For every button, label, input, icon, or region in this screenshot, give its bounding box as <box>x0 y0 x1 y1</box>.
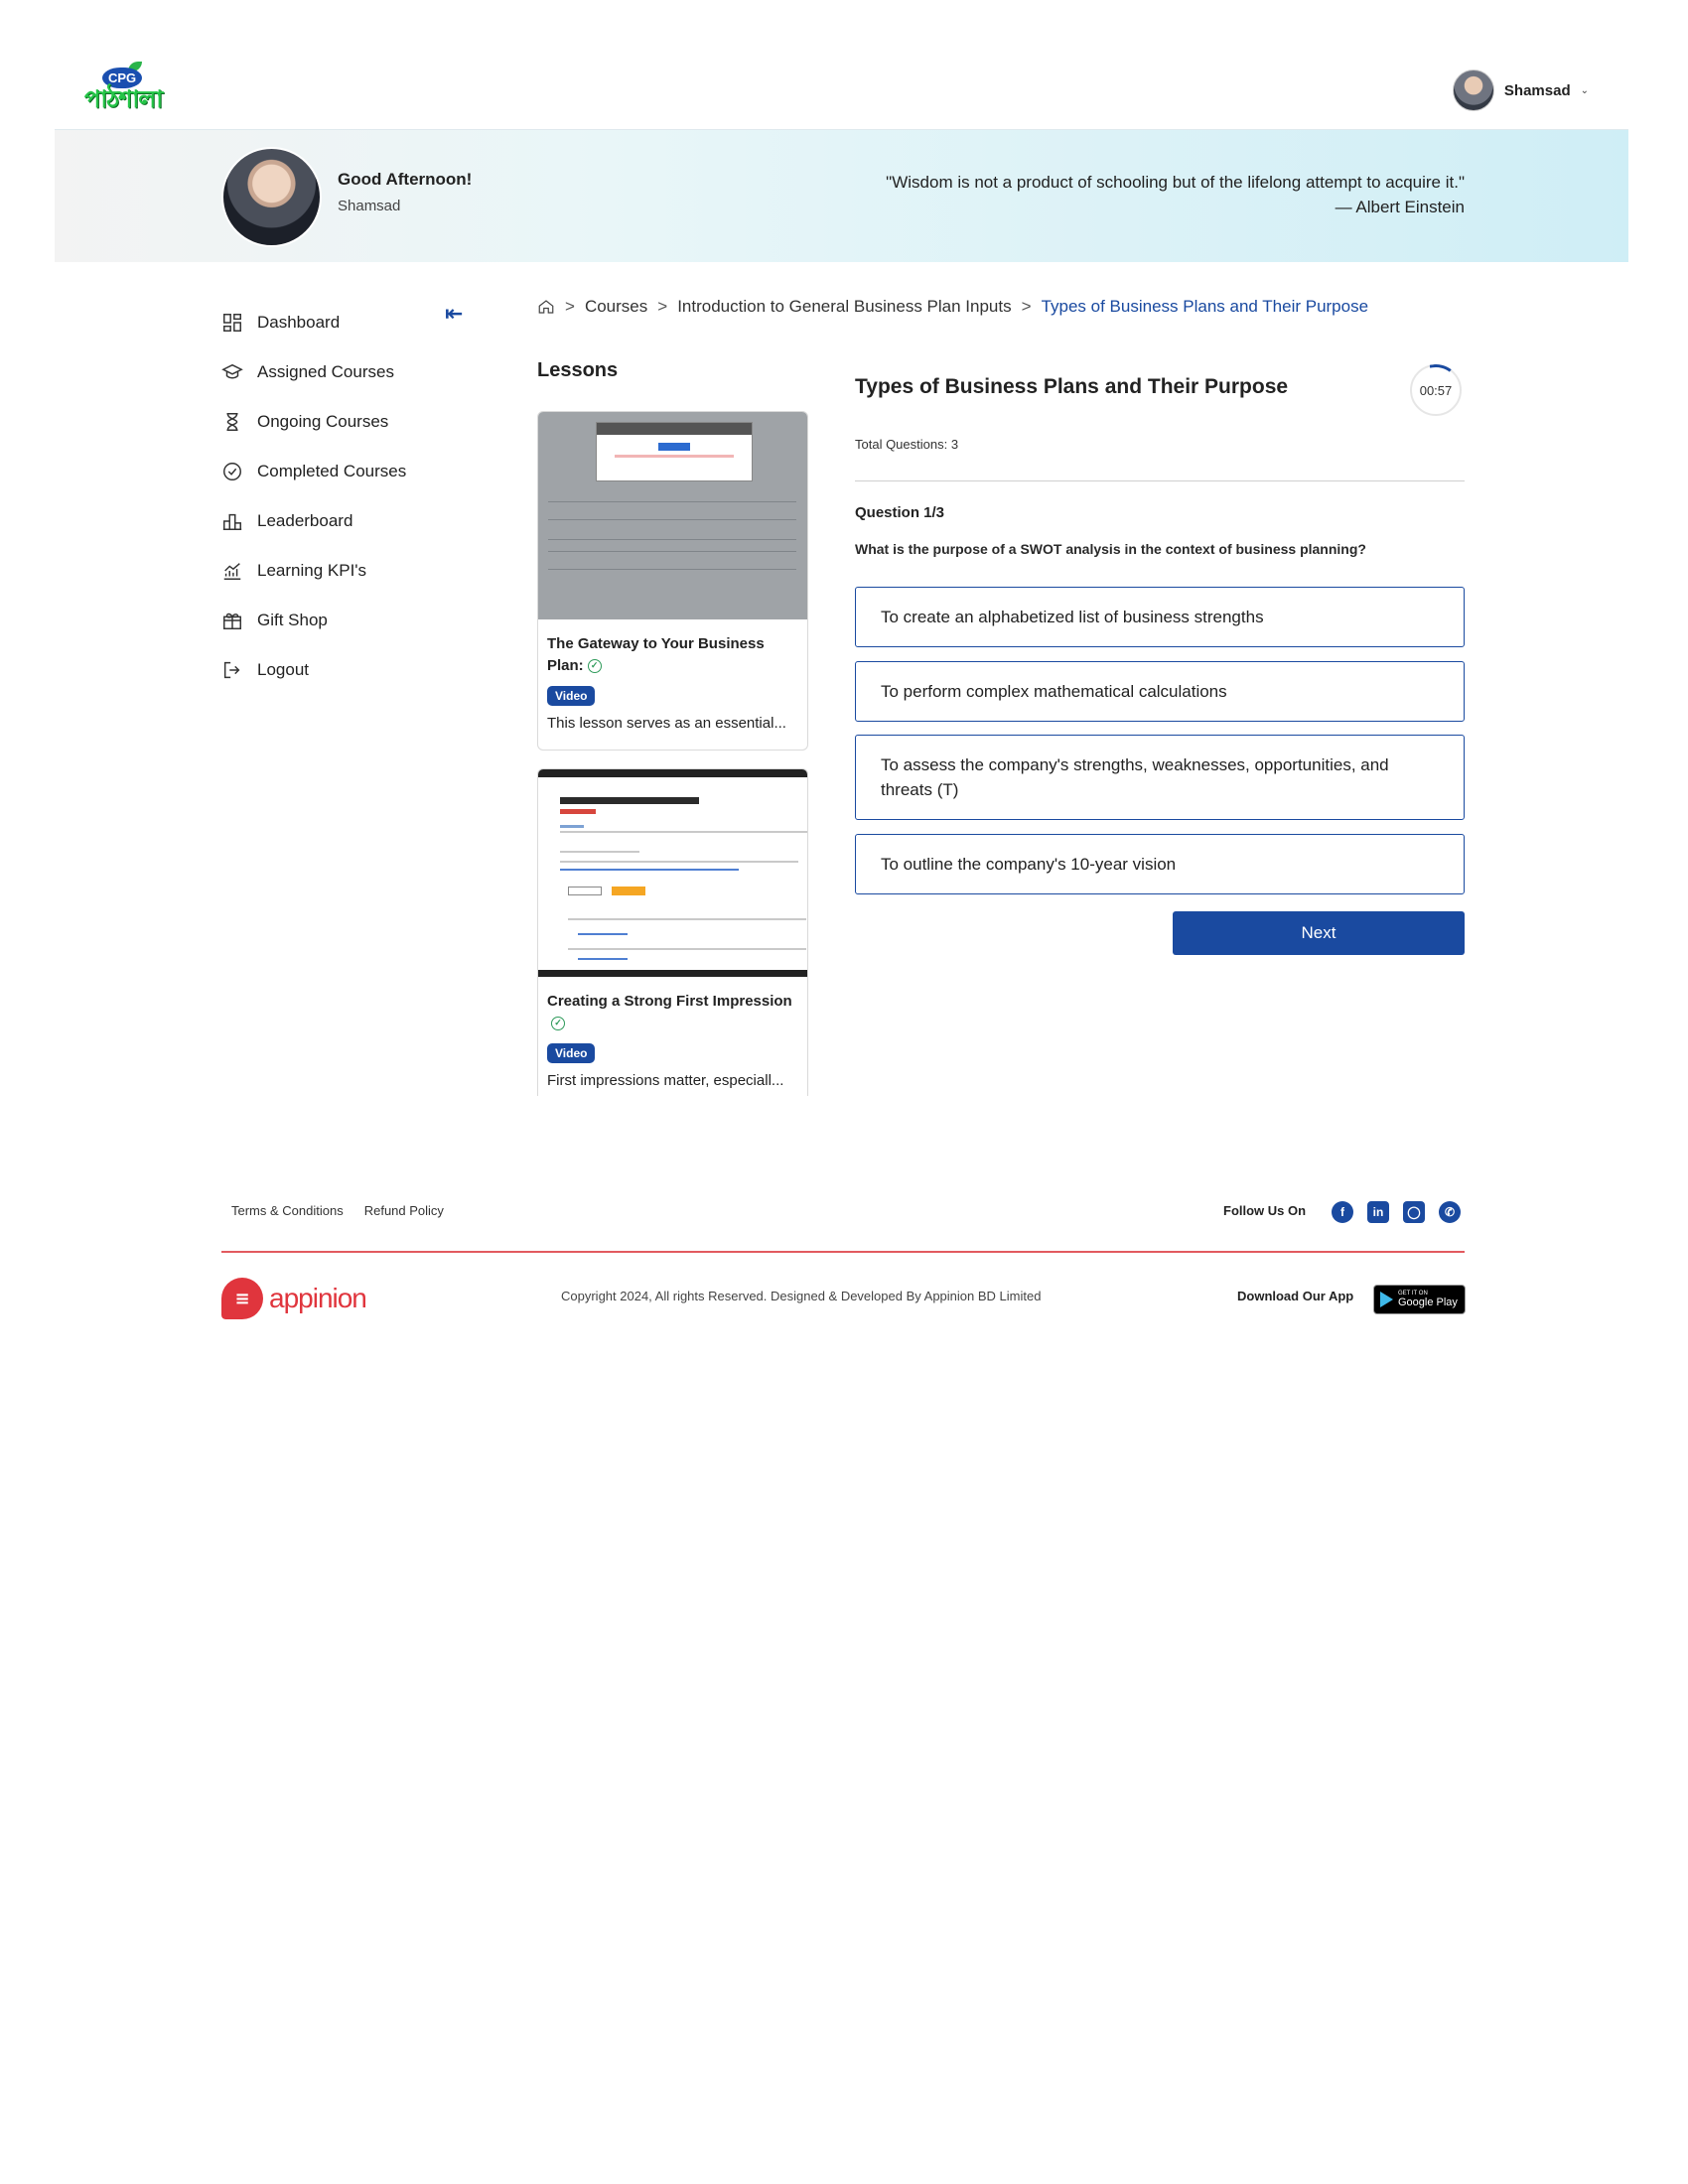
profile-avatar <box>221 147 322 247</box>
top-header <box>55 40 1628 129</box>
quote-block <box>886 170 1465 219</box>
chart-icon <box>221 560 243 582</box>
quote-text: "Wisdom is not a product of schooling but of the lifelong attempt to acquire it." <box>886 173 1465 192</box>
copyright-text: Copyright 2024, All rights Reserved. Designed & Developed By Appinion BD Limited <box>561 1289 1042 1303</box>
lesson-description: This lesson serves as an essential... <box>547 715 786 732</box>
quiz-title: Types of Business Plans and Their Purpose <box>855 375 1289 398</box>
countdown-timer <box>1410 364 1462 416</box>
lesson-title: The Gateway to Your Business Plan: ✓ <box>547 635 765 674</box>
lesson-type-badge: Video <box>547 686 595 706</box>
store-small-text: GET IT ON <box>1398 1291 1428 1297</box>
dashboard-icon <box>221 312 243 334</box>
sidebar-item-label: Completed Courses <box>257 462 407 480</box>
sidebar-nav <box>221 298 480 695</box>
sidebar-item-learning-kpis[interactable] <box>221 546 480 596</box>
breadcrumb-current[interactable]: Types of Business Plans and Their Purpose <box>1041 297 1369 316</box>
lesson-description: First impressions matter, especiall... <box>547 1072 784 1089</box>
user-name: Shamsad <box>1503 81 1571 99</box>
check-circle-icon <box>221 461 243 482</box>
app-logo[interactable] <box>84 68 163 113</box>
menu-icon: ≡ <box>221 1278 263 1319</box>
next-button[interactable]: Next <box>1173 911 1465 955</box>
sidebar-item-ongoing-courses[interactable] <box>221 397 480 447</box>
completed-check-icon: ✓ <box>551 1017 565 1030</box>
greeting-name: Shamsad <box>338 198 401 214</box>
store-name: Google Play <box>1398 1297 1458 1308</box>
answer-option[interactable]: To assess the company's strengths, weaknesses, opportunities, and threats (T) <box>855 735 1465 820</box>
collapse-sidebar-icon[interactable]: ⇤ <box>445 302 464 327</box>
sidebar-item-label: Logout <box>257 660 309 679</box>
sidebar-item-label: Learning KPI's <box>257 561 367 580</box>
answer-option[interactable]: To outline the company's 10-year vision <box>855 834 1465 894</box>
logo-badge: CPG <box>102 68 142 88</box>
gift-icon <box>221 610 243 631</box>
whatsapp-icon[interactable]: ✆ <box>1439 1201 1461 1223</box>
footer-divider <box>221 1251 1465 1253</box>
answer-option[interactable]: To create an alphabetized list of business strengths <box>855 587 1465 647</box>
follow-label: Follow Us On <box>1223 1203 1307 1218</box>
podium-icon <box>221 510 243 532</box>
refund-policy-link[interactable]: Refund Policy <box>363 1203 444 1218</box>
facebook-icon[interactable]: f <box>1332 1201 1353 1223</box>
sidebar-item-label: Gift Shop <box>257 611 328 629</box>
brand-name: appinion <box>269 1283 366 1313</box>
lesson-type-badge: Video <box>547 1043 595 1063</box>
lesson-thumbnail <box>538 769 807 977</box>
greeting-text: Good Afternoon! <box>338 170 473 189</box>
lessons-heading: Lessons <box>537 359 619 381</box>
breadcrumb-separator: > <box>1021 297 1032 316</box>
footer-links <box>231 1203 444 1218</box>
social-links <box>1332 1201 1461 1223</box>
sidebar-item-label: Ongoing Courses <box>257 412 389 431</box>
greeting-block <box>338 170 472 214</box>
breadcrumb-separator: > <box>565 297 575 316</box>
answer-option[interactable]: To perform complex mathematical calculations <box>855 661 1465 722</box>
brand-logo[interactable] <box>221 1278 366 1319</box>
question-number: Question 1/3 <box>855 504 945 521</box>
lesson-title: Creating a Strong First Impression ✓ <box>547 991 798 1034</box>
chevron-down-icon: ⌄ <box>1580 84 1589 96</box>
sidebar-item-gift-shop[interactable] <box>221 596 480 645</box>
graduation-cap-icon <box>221 361 243 383</box>
sidebar-item-assigned-courses[interactable] <box>221 347 480 397</box>
lesson-thumbnail <box>538 412 807 619</box>
sidebar-item-label: Dashboard <box>257 313 341 332</box>
terms-link[interactable]: Terms & Conditions <box>231 1203 344 1218</box>
sidebar-item-logout[interactable] <box>221 645 480 695</box>
sidebar-item-completed-courses[interactable] <box>221 447 480 496</box>
sidebar-item-leaderboard[interactable] <box>221 496 480 546</box>
lesson-card[interactable] <box>537 768 808 1096</box>
welcome-banner <box>55 129 1628 262</box>
breadcrumb-courses[interactable]: Courses <box>584 297 648 316</box>
sidebar-item-dashboard[interactable] <box>221 298 480 347</box>
user-menu[interactable] <box>1453 69 1589 111</box>
total-questions: Total Questions: 3 <box>855 437 959 452</box>
avatar <box>1453 69 1494 111</box>
question-text: What is the purpose of a SWOT analysis in the context of business planning? <box>855 541 1366 557</box>
instagram-icon[interactable]: ◯ <box>1403 1201 1425 1223</box>
home-icon[interactable] <box>537 298 555 316</box>
play-store-icon <box>1380 1292 1393 1307</box>
breadcrumb-separator: > <box>657 297 668 316</box>
divider <box>855 480 1465 481</box>
breadcrumb <box>537 294 1368 320</box>
google-play-button[interactable] <box>1373 1285 1466 1314</box>
breadcrumb-course[interactable]: Introduction to General Business Plan Inputs <box>677 297 1012 316</box>
quote-author: — Albert Einstein <box>1335 198 1465 216</box>
timer-value: 00:57 <box>1419 382 1453 398</box>
completed-check-icon: ✓ <box>588 659 602 673</box>
logout-icon <box>221 659 243 681</box>
linkedin-icon[interactable]: in <box>1367 1201 1389 1223</box>
download-label: Download Our App <box>1237 1289 1354 1303</box>
hourglass-icon <box>221 411 243 433</box>
lesson-card[interactable] <box>537 411 808 751</box>
sidebar-item-label: Leaderboard <box>257 511 353 530</box>
logo-text: পাঠশালা <box>84 85 163 113</box>
sidebar-item-label: Assigned Courses <box>257 362 394 381</box>
